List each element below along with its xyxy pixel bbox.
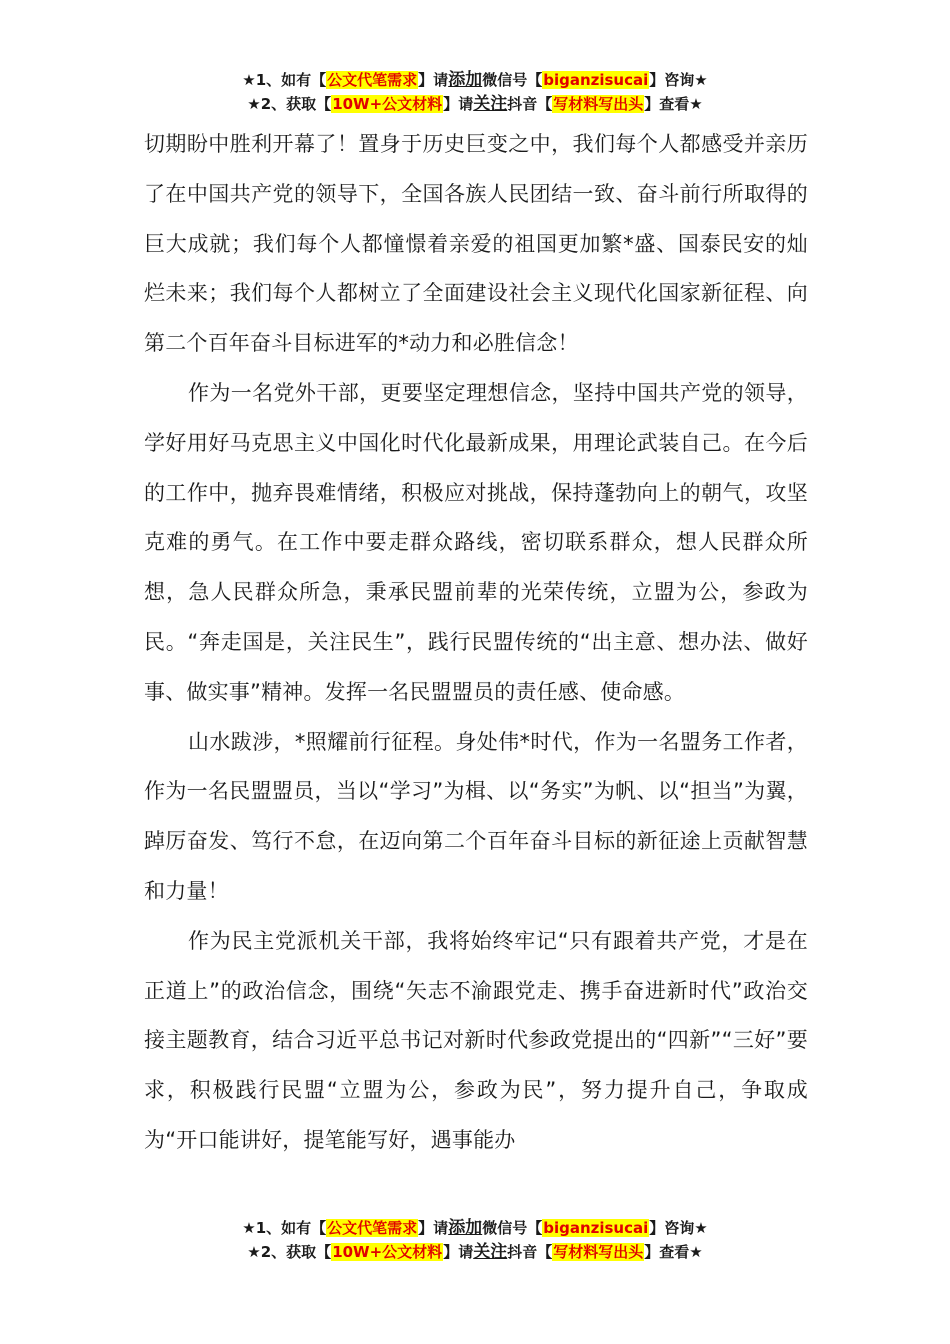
text-line: 切期盼中胜利开幕了！置身于历史巨变之中，我们每个人都感受并 <box>144 132 766 156</box>
text-line: 代”政治交接主题教育，结合习近平总书记对新时代参政党提出的 <box>144 978 808 1053</box>
text-line: 责任感、使命感。 <box>515 679 686 704</box>
underlined-text: 关注 <box>473 94 508 114</box>
text-line: 努力提升自己，争取成为“开口能讲好，提笔能写好，遇事能办 <box>144 1078 808 1152</box>
banner-text: ★2、获取【 <box>247 95 332 113</box>
banner-line-1 <box>0 68 950 92</box>
text-line: 想人民群众所想，急人民群众所急，秉承民盟前辈的光荣传统，立 <box>144 530 808 605</box>
underlined-text: 关注 <box>473 1242 508 1262</box>
text-line: 朝气，攻坚克难的勇气。在工作中要走群众路线，密切联系群众， <box>144 480 808 555</box>
banner-text: 抖音【 <box>507 1243 553 1261</box>
footer-banner <box>0 1216 950 1264</box>
underlined-text: 添加 <box>448 1218 483 1238</box>
banner-text: 】请 <box>418 71 449 89</box>
banner-line-2 <box>0 1240 950 1264</box>
banner-text: 】查看★ <box>644 95 703 113</box>
text-line: 所取得的巨大成就；我们每个人都憧憬着亲爱的祖国更加繁*盛、国 <box>144 181 808 256</box>
underlined-text: 添加 <box>448 70 483 90</box>
highlight-text: 公文代笔需求 <box>327 1219 418 1237</box>
banner-text: 】咨询★ <box>649 71 708 89</box>
text-line: “担当”为翼，踔厉奋发、笃行不怠，在迈向第二个百年奋斗目标 <box>144 779 808 854</box>
paragraph-4 <box>144 917 808 1166</box>
text-line: 的新征途上贡献智慧和力量！ <box>144 829 808 903</box>
text-line: “出主意、想办法、做好事、做实事”精神。发挥一名民盟盟员的 <box>144 629 808 704</box>
text-line: 泰民安的灿烂未来；我们每个人都树立了全面建设社会主义现代化 <box>144 231 809 306</box>
banner-text: 】请 <box>443 95 474 113</box>
highlight-text: 10W+公文材料 <box>332 1243 443 1261</box>
text-line: 作为民主党派机关干部，我将始终牢记“只有跟着共产党，才 <box>188 928 766 953</box>
banner-text: ★2、获取【 <box>247 1243 332 1261</box>
highlight-wechat-id: biganzisucai <box>543 1219 649 1237</box>
banner-text: 微信号【 <box>482 71 543 89</box>
banner-text: 微信号【 <box>482 1219 543 1237</box>
highlight-wechat-id: biganzisucai <box>543 71 649 89</box>
text-line: 是在正道上”的政治信念，围绕“矢志不渝跟党走、携手奋进新时 <box>144 928 808 1003</box>
highlight-text: 公文代笔需求 <box>327 71 418 89</box>
text-line: “四新”“三好”要求，积极践行民盟“立盟为公，参政为民”， <box>144 1028 808 1103</box>
banner-line-2 <box>0 92 950 116</box>
text-line: 导，学好用好马克思主义中国化时代化最新成果，用理论武装自己。 <box>144 380 808 455</box>
banner-line-1 <box>0 1216 950 1240</box>
banner-text: 】请 <box>418 1219 449 1237</box>
text-line: 国家新征程、向第二个百年奋斗目标进军的*动力和必胜信念！ <box>144 281 808 356</box>
highlight-douyin-name: 写材料写出头 <box>553 95 644 113</box>
document-body <box>144 120 808 1166</box>
banner-text: 】请 <box>443 1243 474 1261</box>
banner-text: ★1、如有【 <box>242 71 327 89</box>
banner-text: ★1、如有【 <box>242 1219 327 1237</box>
paragraph-3 <box>144 718 808 917</box>
text-line: 在今后的工作中，抛弃畏难情绪，积极应对挑战，保持蓬勃向上的 <box>144 430 808 505</box>
text-line: 者，作为一名民盟盟员，当以“学习”为楫、以“务实”为帆、以 <box>144 729 808 804</box>
banner-text: 】咨询★ <box>649 1219 708 1237</box>
header-banner <box>0 68 950 116</box>
highlight-douyin-name: 写材料写出头 <box>553 1243 644 1261</box>
highlight-text: 10W+公文材料 <box>332 95 443 113</box>
paragraph-2 <box>144 369 808 718</box>
paragraph-1 <box>144 120 808 369</box>
text-line: 亲历了在中国共产党的领导下，全国各族人民团结一致、奋斗前行 <box>144 132 808 206</box>
banner-text: 】查看★ <box>644 1243 703 1261</box>
text-line: 作为一名党外干部，更要坚定理想信念，坚持中国共产党的领 <box>188 380 766 405</box>
banner-text: 抖音【 <box>507 95 553 113</box>
text-line: 盟为公，参政为民。“奔走国是，关注民生”，践行民盟传统的 <box>144 580 808 654</box>
text-line: 山水跋涉，*照耀前行征程。身处伟*时代，作为一名盟务工作 <box>188 729 766 754</box>
